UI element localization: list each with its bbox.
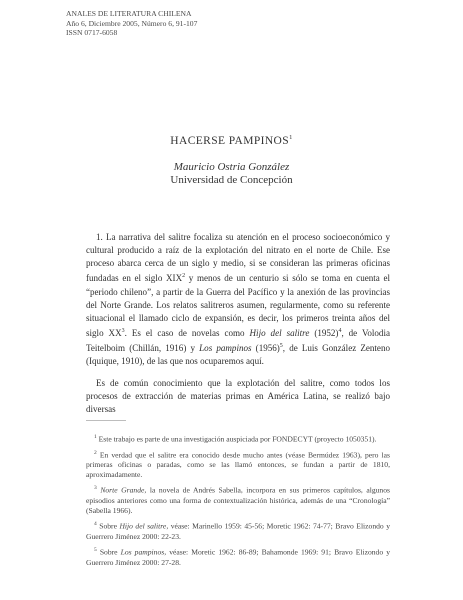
paragraph-1: 1. La narrativa del salitre focaliza su atención en el proceso socioeconómico y cultural producido a raíz de la explotación del nitrato en el norte de Chile. Ese proceso abarca cerca de un siglo y medio, si se consideran las primeras oficinas fundadas en el siglo XIX$^2$ y menos de un centurio si sólo se toma en cuenta el “periodo chileno”, a partir de la Guerra del Pacífico y la anexión de las provincias del Norte Grande. Los relatos salitreros asumen, regularmente, como su referente situacional el llamado ciclo de expansión, es decir, los primeros treinta años del siglo $XX^3$. Es el caso de novelas como Hijo del salitre $(1952)^4$, de Volodia Teitelboim (Chillán, 1916) y Los pampinos $(1956)^5$, de Luis González Zenteno (Iquique, 1910), de las que nos ocuparemos aquí. — [86, 232, 390, 367]
footnote-divider — [86, 420, 126, 421]
work-title: Hijo del salitre — [249, 328, 310, 339]
footnotes — [86, 432, 390, 571]
running-head — [66, 9, 197, 38]
work-title: Los pampinos — [199, 343, 252, 354]
title-block — [0, 134, 463, 186]
author-affiliation: Universidad de Concepción — [170, 173, 293, 186]
issue-info: Año 6, Diciembre 2005, Número 6, 91-107 — [66, 18, 198, 28]
article-title: HACERSE PAMPINOS$^1$ — [170, 134, 293, 147]
article-body — [86, 231, 390, 416]
paragraph-2: Es de común conocimiento que la explotación del salitre, como todos los procesos de extracción de materias primas en América Latina, se realizó bajo diversas — [86, 377, 390, 414]
footnote-1: $^1$ Este trabajo es parte de una investigación auspiciada por FONDECYT (proyecto 1050351). — [94, 434, 377, 444]
title-footnote-marker: 1 — [289, 134, 293, 141]
author-name: Mauricio Ostria González — [173, 160, 290, 173]
footnote-2: $^2$ En verdad que el salitre era conocido desde mucho antes (véase Bermúdez 1963), pero las primeras oficinas o paradas, como se las llamó entonces, se fundan a partir de 1810, aproximadamente. — [86, 449, 390, 480]
issn: ISSN 0717-6058 — [66, 28, 118, 38]
footnote-3: $^3$ Norte Grande, la novela de Andrés Sabella, incorpora en sus primeros capítulos, algunos episodios anteriores como una forma de contextualización histórica, además de una “Cronología” (Sabella 1966). — [86, 485, 390, 516]
footnote-5: $^5$ Sobre Los pampinos, véase: Moretic 1962: 86-89; Bahamonde 1969: 91; Bravo Elizondo y Guerrero Jiménez 2000: 27-28. — [86, 546, 390, 567]
journal-name: ANALES DE LITERATURA CHILENA — [66, 9, 192, 18]
footnote-4: $^4$ Sobre Hijo del salitre, véase: Marinello 1959: 45-56; Moretic 1962: 74-77; Bravo Elizondo y Guerrero Jiménez 2000: 22-23. — [86, 521, 390, 541]
